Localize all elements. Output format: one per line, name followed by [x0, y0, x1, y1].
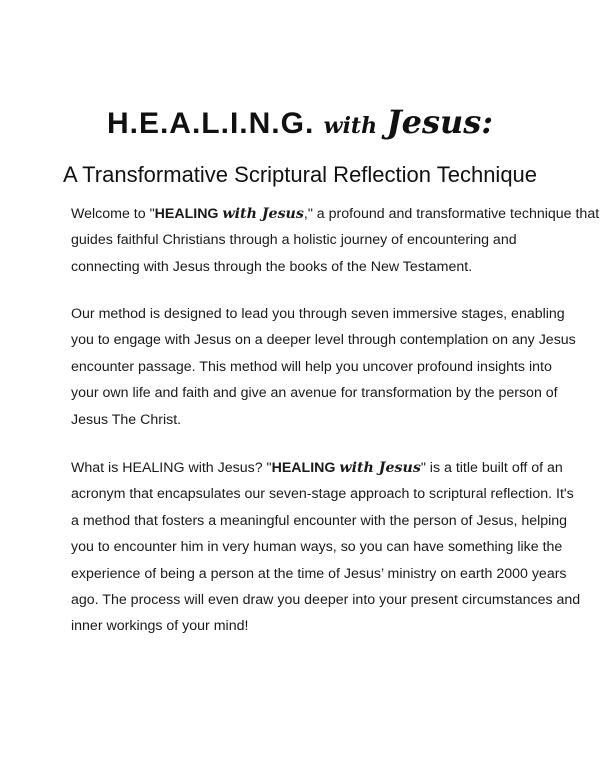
brand-script: with Jesus [339, 460, 421, 476]
title-name: Jesus: [386, 103, 494, 141]
paragraph-line: your own life and faith and give an avenue for transformation by the person of [71, 385, 558, 402]
title-with: with [323, 113, 378, 139]
title-acronym: H.E.A.L.I.N.G. [106, 107, 315, 140]
paragraph-line: connecting with Jesus through the books of the New Testament. [71, 258, 473, 275]
paragraph-line: encounter passage. This method will help you uncover profound insights into [71, 358, 552, 375]
text-run: " is a title built off of an [420, 460, 563, 476]
text-run: What is HEALING with Jesus? " [71, 460, 272, 476]
paragraph-line: inner workings of your mind! [71, 618, 249, 635]
paragraph-line: ago. The process will even draw you deeper into your present circumstances and [71, 592, 581, 609]
page-title [0, 100, 600, 148]
paragraph-line: you to engage with Jesus on a deeper level through contemplation on any Jesus [71, 332, 576, 349]
paragraph-line: Our method is designed to lead you through seven immersive stages, enabling [71, 306, 565, 322]
paragraph-what-is [71, 455, 581, 640]
paragraph-line: acronym that encapsulates our seven-stage approach to scriptural reflection. It's [71, 486, 574, 503]
text-run: Welcome to " [71, 206, 155, 222]
text-run: ," a profound and transformative technique that [303, 206, 600, 222]
paragraph-line: you to encounter him in very human ways, so you can have something like the [71, 539, 563, 556]
paragraph-method [71, 301, 576, 433]
paragraph-line: guides faithful Christians through a holistic journey of encountering and [71, 232, 517, 249]
brand-word: HEALING [154, 206, 219, 222]
paragraph-line [71, 455, 563, 481]
paragraph-welcome [71, 201, 600, 280]
brand-script: with Jesus [222, 206, 304, 222]
paragraph-line: Jesus The Christ. [71, 411, 182, 428]
paragraph-line: a method that fosters a meaningful encounter with the person of Jesus, helping [71, 512, 568, 529]
page-subtitle: A Transformative Scriptural Reflection Technique [62, 162, 538, 187]
paragraph-line [71, 201, 600, 227]
paragraph-line: experience of being a person at the time of Jesus’ ministry on earth 2000 years [71, 565, 567, 582]
brand-word: HEALING [271, 460, 336, 476]
